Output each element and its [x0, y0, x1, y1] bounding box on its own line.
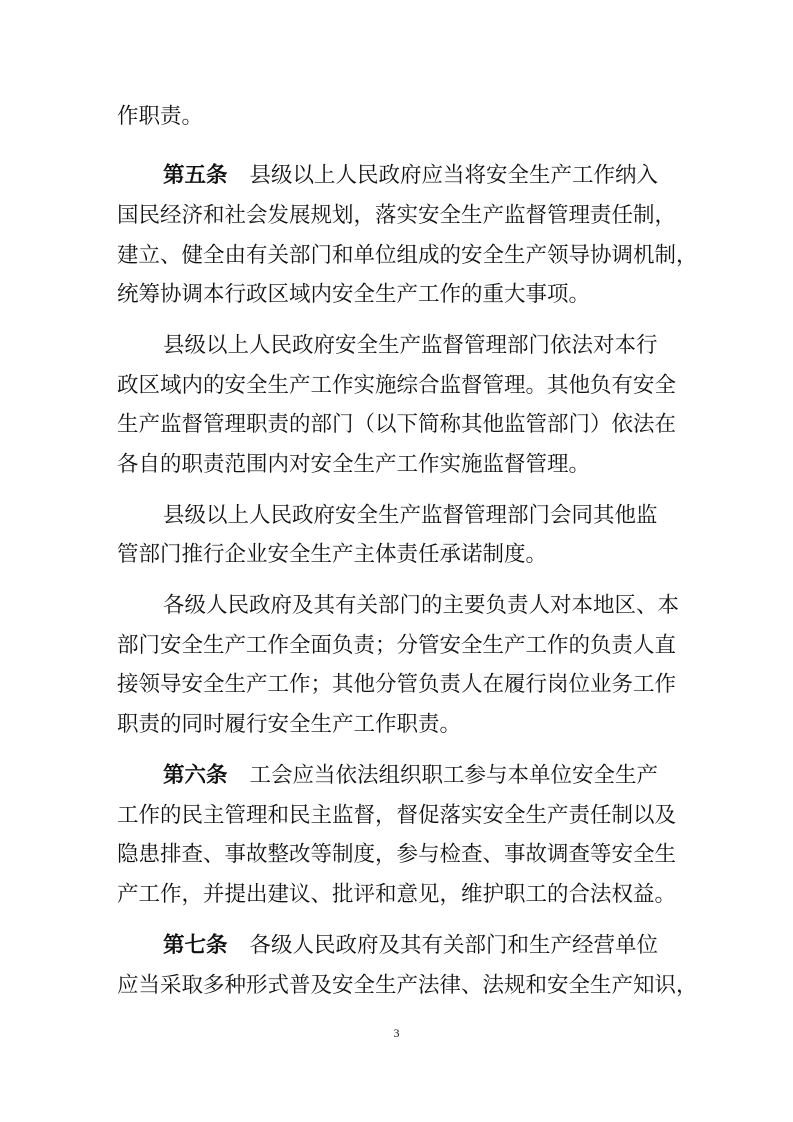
paragraph-line: 产工作，并提出建议、批评和意见，维护职工的合法权益。 [117, 882, 677, 907]
paragraph-line: 作职责。 [117, 104, 204, 129]
paragraph-line: 建立、健全由有关部门和单位组成的安全生产领导协调机制， [117, 243, 698, 268]
article-number: 第七条 [163, 933, 228, 958]
paragraph-line: 职责的同时履行安全生产工作职责。 [117, 712, 462, 737]
paragraph-line: 部门安全生产工作全面负责；分管安全生产工作的负责人直 [117, 633, 677, 658]
page-number: 3 [393, 1026, 400, 1040]
paragraph-line: 管部门推行企业安全生产主体责任承诺制度。 [117, 542, 548, 567]
article-6-heading-line: 第六条 工会应当依法组织职工参与本单位安全生产 [163, 763, 659, 788]
paragraph-line: 生产监督管理职责的部门（以下简称其他监管部门）依法在 [117, 412, 677, 437]
paragraph-line: 应当采取多种形式普及安全生产法律、法规和安全生产知识， [117, 973, 698, 998]
paragraph-line: 统筹协调本行政区域内安全生产工作的重大事项。 [117, 282, 591, 307]
paragraph-line: 隐患排查、事故整改等制度，参与检查、事故调查等安全生 [117, 842, 677, 867]
paragraph-line: 县级以上人民政府安全生产监督管理部门依法对本行 [163, 333, 658, 358]
article-number: 第六条 [163, 763, 228, 788]
article-5-heading-line: 第五条 县级以上人民政府应当将安全生产工作纳入 [163, 163, 659, 188]
article-number: 第五条 [163, 163, 228, 188]
paragraph-line: 县级以上人民政府安全生产监督管理部门会同其他监 [163, 503, 658, 528]
paragraph-line: 各自的职责范围内对安全生产工作实施监督管理。 [117, 452, 591, 477]
paragraph-line: 工作的民主管理和民主监督，督促落实安全生产责任制以及 [117, 803, 677, 828]
paragraph-line: 政区域内的安全生产工作实施综合监督管理。其他负有安全 [117, 373, 677, 398]
paragraph-line: 国民经济和社会发展规划，落实安全生产监督管理责任制， [117, 203, 677, 228]
paragraph-line: 接领导安全生产工作；其他分管负责人在履行岗位业务工作 [117, 672, 677, 697]
article-7-heading-line: 第七条 各级人民政府及其有关部门和生产经营单位 [163, 933, 659, 958]
paragraph-line: 各级人民政府及其有关部门的主要负责人对本地区、本 [163, 593, 680, 618]
